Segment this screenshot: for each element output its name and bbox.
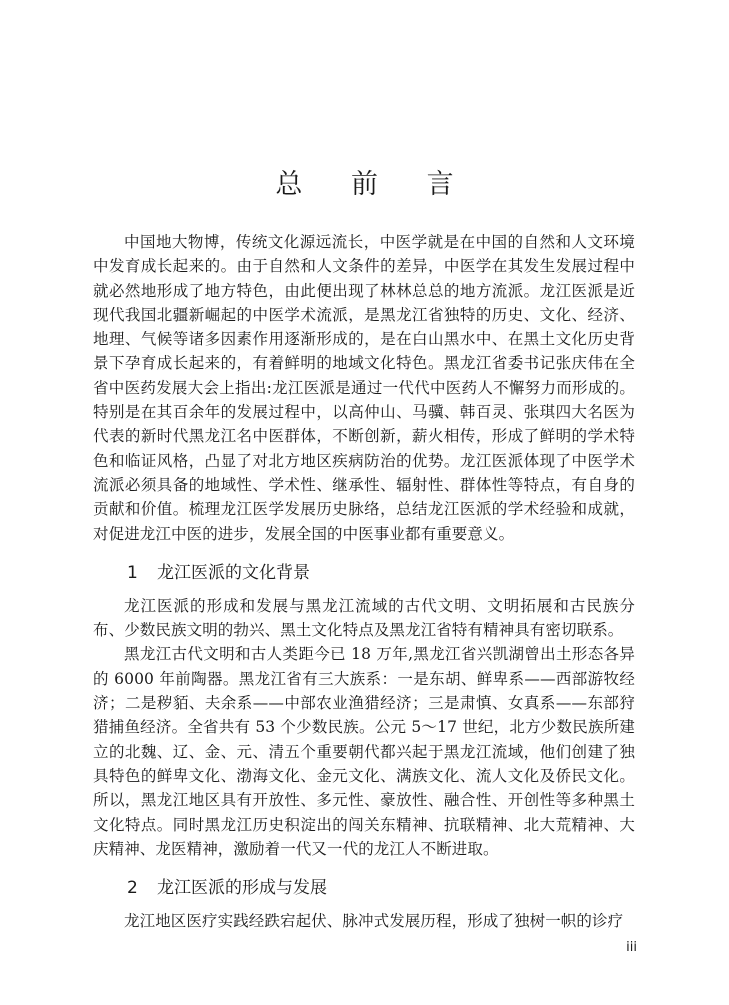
section-1-paragraph: 龙江医派的形成和发展与黑龙江流域的古代文明、文明拓展和古民族分布、少数民族文明的勃兴、黑土文化特点及黑龙江省特有精神具有密切联系。 [93,596,635,640]
section-heading-1 [93,546,635,594]
body-text [93,230,635,933]
section-number: 2 [127,878,138,899]
page-title: 总 前 言 [275,169,474,200]
section-1-paragraph: 黑龙江古代文明和古人类距今已 18 万年,黑龙江省兴凯湖曾出土形态各异的 6000 年前陶器。黑龙江省有三大族系：一是东胡、鲜卑系——西部游牧经济；二是秽貊、夫余系——中部农业渔猎经济；三是肃慎、女真系——东部狩猎捕鱼经济。全省共有 53 个少数民族。公元 5～17 世纪，北方少数民族所建立的北魏、辽、金、元、清五个重要朝代都兴起于黑龙江流域，他们创建了独具特色的鲜卑文化、渤海文化、金元文化、满族文化、流人文化及侨民文化。所以，黑龙江地区具有开放性、多元性、豪放性、融合性、开创性等多种黑土文化特点。同时黑龙江历史积淀出的闯关东精神、抗联精神、北大荒精神、大庆精神、龙医精神，激励着一代又一代的龙江人不断进取。 [93,645,635,858]
page-number: iii [626,940,637,955]
section-title: 龙江医派的形成与发展 [157,878,327,899]
intro-paragraph: 中国地大物博，传统文化源远流长，中医学就是在中国的自然和人文环境中发育成长起来的。由于自然和人文条件的差异，中医学在其发生发展过程中就必然地形成了地方特色，由此便出现了林林总总的地方流派。龙江医派是近现代我国北疆新崛起的中医学术流派，是黑龙江省独特的历史、文化、经济、地理、气候等诸多因素作用逐渐形成的，是在白山黑水中、在黑土文化历史背景下孕育成长起来的，有着鲜明的地域文化特色。黑龙江省委书记张庆伟在全省中医药发展大会上指出:龙江医派是通过一代代中医药人不懈努力而形成的。特别是在其百余年的发展过程中，以高仲山、马骥、韩百灵、张琪四大名医为代表的新时代黑龙江名中医群体，不断创新，薪火相传，形成了鲜明的学术特色和临证风格，凸显了对北方地区疾病防治的优势。龙江医派体现了中医学术流派必须具备的地域性、学术性、继承性、辐射性、群体性等特点，有自身的贡献和价值。梳理龙江医学发展历史脉络，总结龙江医派的学术经验和成就，对促进龙江中医的进步，发展全国的中医事业都有重要意义。 [93,233,635,543]
section-heading-2 [93,861,635,909]
section-number: 1 [127,562,138,583]
section-title: 龙江医派的文化背景 [157,562,310,583]
section-2-paragraph: 龙江地区医疗实践经跌宕起伏、脉冲式发展历程，形成了独树一帜的诊疗 [124,912,624,931]
